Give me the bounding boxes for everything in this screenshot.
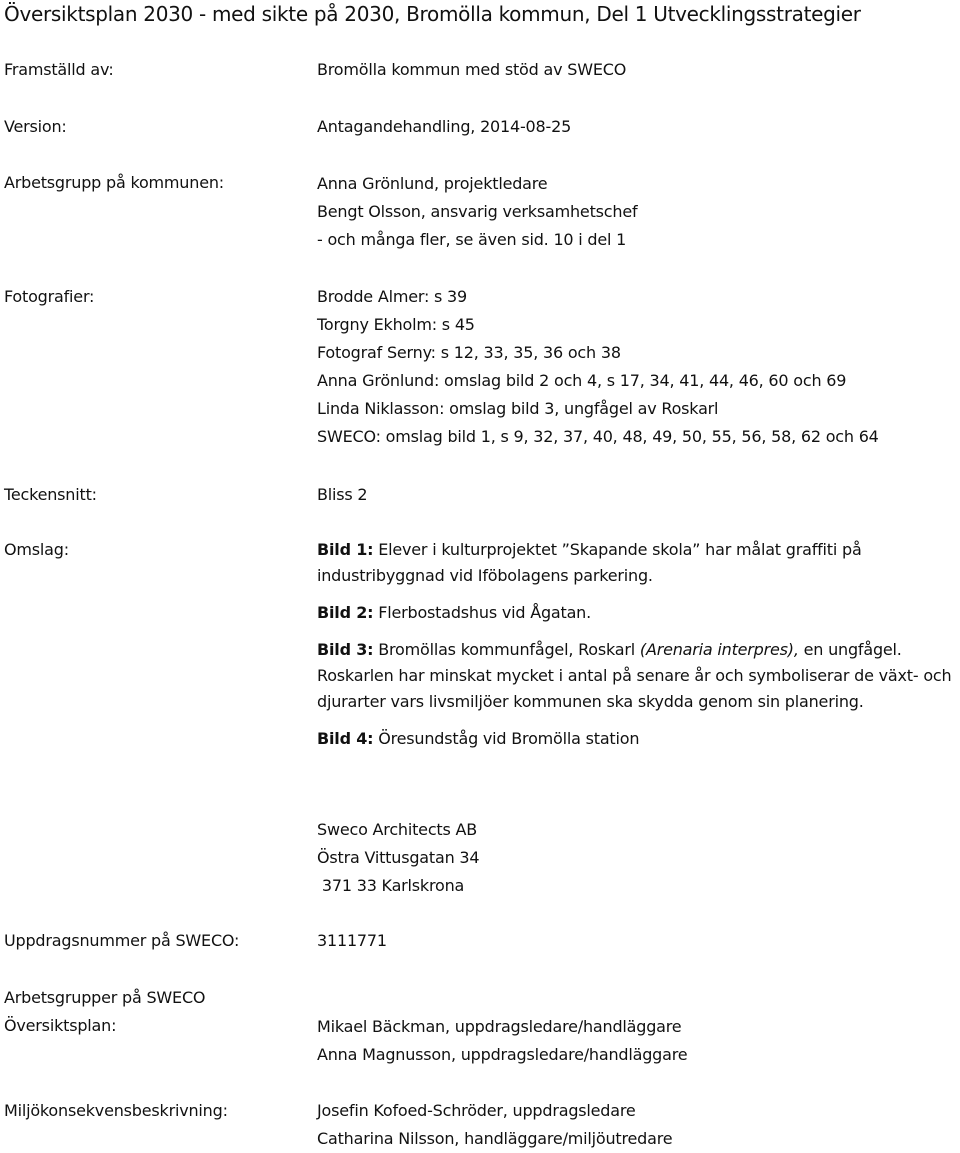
- arbetsgrupp-label: Arbetsgrupp på kommunen:: [4, 173, 224, 192]
- omslag-bild3: [317, 637, 957, 715]
- arbetsgrupp-line: Anna Grönlund, projektledare: [317, 174, 548, 193]
- bild1-line2: industribyggnad vid Iföbolagens parkering.: [317, 566, 653, 585]
- version-label: Version:: [4, 117, 67, 136]
- bild4-tag: Bild 4:: [317, 729, 374, 748]
- omslag-label: Omslag:: [4, 540, 69, 559]
- uppdragsnummer-label: Uppdragsnummer på SWECO:: [4, 931, 240, 950]
- bild3-post: en ungfågel.: [798, 640, 902, 659]
- omslag-bild1: [317, 537, 957, 589]
- bild3-pre: Bromöllas kommunfågel, Roskarl: [373, 640, 640, 659]
- teckensnitt-value: Bliss 2: [317, 485, 368, 504]
- foto-line: Brodde Almer: s 39: [317, 287, 468, 306]
- mkb-value: [317, 1097, 672, 1153]
- bild1-text: Elever i kulturprojektet ”Skapande skola” har målat graffiti på: [373, 540, 862, 559]
- arbetsgrupp-value: [317, 170, 637, 254]
- fotografier-value: [317, 283, 879, 451]
- address-block: [317, 816, 479, 900]
- uppdragsnummer-value: 3111771: [317, 931, 387, 950]
- page-title: Översiktsplan 2030 - med sikte på 2030, Bromölla kommun, Del 1 Utvecklingsstrategier: [4, 2, 861, 26]
- omslag-bild2: [317, 600, 957, 626]
- foto-line: Linda Niklasson: omslag bild 3, ungfågel av Roskarl: [317, 399, 719, 418]
- mkb-label: Miljökonsekvensbeskrivning:: [4, 1101, 228, 1120]
- teckensnitt-label: Teckensnitt:: [4, 485, 97, 504]
- bild1-tag: Bild 1:: [317, 540, 374, 559]
- oversiktsplan-label: Översiktsplan:: [4, 1016, 117, 1035]
- arbetsgrupp-line: - och många fler, se även sid. 10 i del 1: [317, 230, 627, 249]
- foto-line: Anna Grönlund: omslag bild 2 och 4, s 17, 34, 41, 44, 46, 60 och 69: [317, 371, 847, 390]
- omslag-value: [317, 537, 957, 763]
- bild3-latin: (Arenaria interpres),: [639, 640, 799, 659]
- framstalld-label: Framställd av:: [4, 60, 114, 79]
- address-city: 371 33 Karlskrona: [317, 876, 465, 895]
- foto-line: Torgny Ekholm: s 45: [317, 315, 475, 334]
- arbetsgrupp-line: Bengt Olsson, ansvarig verksamhetschef: [317, 202, 638, 221]
- bild3-tag: Bild 3:: [317, 640, 374, 659]
- arbetsgrupper-sweco-heading: Arbetsgrupper på SWECO: [4, 988, 206, 1007]
- address-street: Östra Vittusgatan 34: [317, 848, 480, 867]
- bild3-line2: Roskarlen har minskat mycket i antal på senare år och symboliserar de växt- och: [317, 666, 952, 685]
- bild3-line3: djurarter vars livsmiljöer kommunen ska skydda genom sin planering.: [317, 692, 864, 711]
- oversiktsplan-person: Anna Magnusson, uppdragsledare/handläggare: [317, 1045, 688, 1064]
- bild2-tag: Bild 2:: [317, 603, 374, 622]
- omslag-bild4: [317, 726, 957, 752]
- address-company: Sweco Architects AB: [317, 820, 478, 839]
- foto-line: Fotograf Serny: s 12, 33, 35, 36 och 38: [317, 343, 621, 362]
- foto-line: SWECO: omslag bild 1, s 9, 32, 37, 40, 48, 49, 50, 55, 56, 58, 62 och 64: [317, 427, 879, 446]
- bild4-text: Öresundståg vid Bromölla station: [373, 729, 640, 748]
- fotografier-label: Fotografier:: [4, 287, 95, 306]
- framstalld-value: Bromölla kommun med stöd av SWECO: [317, 60, 627, 79]
- version-value: Antagandehandling, 2014-08-25: [317, 117, 572, 136]
- mkb-person: Josefin Kofoed-Schröder, uppdragsledare: [317, 1101, 636, 1120]
- oversiktsplan-value: [317, 1013, 687, 1069]
- oversiktsplan-person: Mikael Bäckman, uppdragsledare/handläggare: [317, 1017, 682, 1036]
- mkb-person: Catharina Nilsson, handläggare/miljöutredare: [317, 1129, 673, 1148]
- bild2-text: Flerbostadshus vid Ågatan.: [373, 603, 592, 622]
